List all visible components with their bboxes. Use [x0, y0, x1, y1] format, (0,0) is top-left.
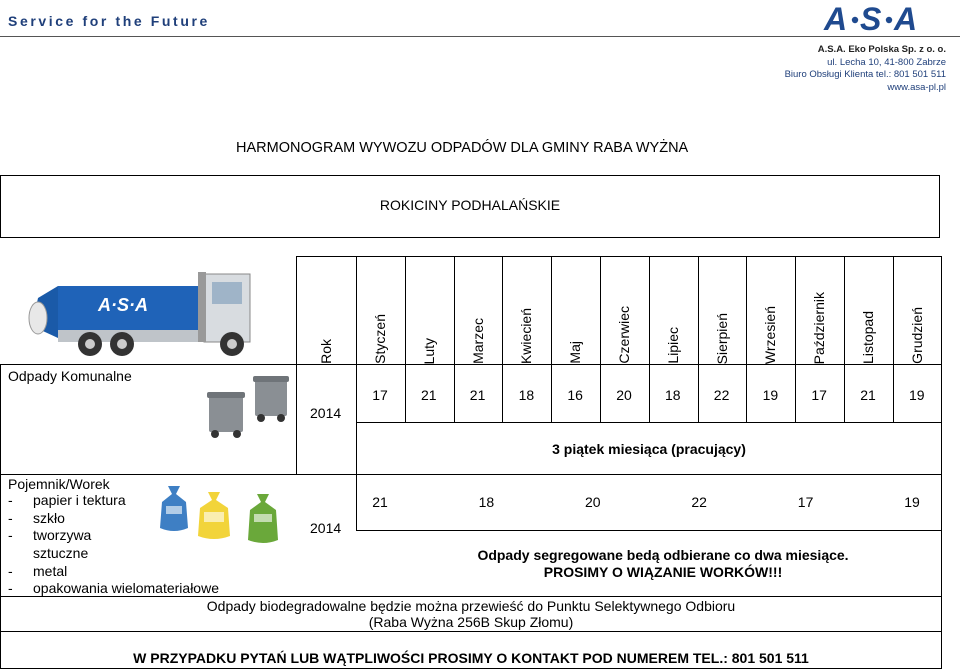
- municipal-date-cell: 19: [909, 387, 925, 403]
- company-website[interactable]: www.asa-pl.pl: [887, 81, 946, 93]
- locality-name: ROKICINY PODHALAŃSKIE: [379, 197, 561, 213]
- municipal-label: Odpady Komunalne: [8, 368, 132, 384]
- municipal-date-cell: 20: [616, 387, 632, 403]
- municipal-date-cell: 18: [665, 387, 681, 403]
- company-address: ul. Lecha 10, 41-800 Zabrze: [827, 56, 946, 68]
- month-header: Kwiecień: [518, 307, 535, 364]
- company-name: A.S.A. Eko Polska Sp. z o. o.: [817, 44, 946, 55]
- grid-line: [356, 530, 942, 531]
- municipal-date-cell: 17: [372, 387, 388, 403]
- month-header: Październik: [811, 291, 828, 364]
- segregated-note-1: Odpady segregowane bedą odbierane co dwa miesiące.: [477, 547, 849, 563]
- municipal-date-cell: 21: [469, 387, 486, 403]
- municipal-date-cell: 22: [713, 387, 730, 403]
- grid-line: [0, 474, 942, 475]
- municipal-note: 3 piątek miesiąca (pracujący): [552, 441, 746, 457]
- segregated-item: - papier i tektura: [8, 492, 126, 508]
- segregated-item: - tworzywa: [8, 527, 92, 543]
- segregated-date-cell: 19: [904, 494, 920, 510]
- svg-text:S: S: [860, 2, 882, 36]
- garbage-truck-icon: [28, 268, 258, 360]
- segregated-note-2: PROSIMY O WIĄZANIE WORKÓW!!!: [543, 564, 783, 580]
- header-divider: [0, 36, 960, 37]
- month-header: Marzec: [469, 318, 486, 364]
- month-header: Czerwiec: [616, 306, 632, 364]
- green-bag-icon: [244, 492, 282, 546]
- segregated-date-cell: 18: [478, 494, 495, 510]
- bio-note-2: (Raba Wyżna 256B Skup Złomu): [368, 614, 574, 630]
- municipal-date-cell: 17: [811, 387, 827, 403]
- month-header: Luty: [420, 337, 437, 364]
- municipal-date-cell: 19: [762, 387, 779, 403]
- municipal-date-cell: 16: [567, 387, 583, 403]
- yellow-bag-icon: [194, 490, 234, 542]
- svg-text:A: A: [894, 2, 918, 36]
- segregated-year: 2014: [310, 520, 342, 536]
- segregated-item: - opakowania wielomateriałowe: [8, 580, 219, 596]
- asa-logo: [822, 2, 942, 36]
- blue-bag-icon: [156, 484, 192, 534]
- footer-contact: W PRZYPADKU PYTAŃ LUB WĄTPLIWOŚCI PROSIMY O KONTAKT POD NUMEREM TEL.: 801 501 511: [133, 650, 809, 666]
- svg-text:A: A: [824, 2, 848, 36]
- page-title: HARMONOGRAM WYWOZU ODPADÓW DLA GMINY RABA WYŻNA: [236, 140, 689, 156]
- grid-line: [296, 256, 297, 474]
- segregated-date-cell: 17: [797, 494, 814, 510]
- month-header: Styczeń: [372, 314, 388, 364]
- tagline: Service for the Future: [8, 13, 210, 29]
- segregated-heading: Pojemnik/Worek: [8, 476, 110, 492]
- month-header: Maj: [567, 341, 584, 364]
- grid-line: [0, 596, 942, 597]
- municipal-year: 2014: [310, 405, 342, 421]
- month-header: Wrzesień: [762, 305, 779, 364]
- segregated-item: - szkło: [8, 510, 65, 526]
- grid-line: [0, 631, 942, 632]
- company-info: [785, 44, 946, 94]
- month-header: Sierpień: [713, 312, 730, 364]
- municipal-date-cell: 18: [518, 387, 535, 403]
- bio-note-1: Odpady biodegradowalne będzie można przewieść do Punktu Selektywnego Odbioru: [206, 598, 736, 614]
- municipal-date-cell: 21: [421, 387, 437, 403]
- segregated-item: sztuczne: [33, 545, 89, 561]
- year-header: Rok: [318, 339, 334, 364]
- municipal-date-cell: 21: [860, 387, 876, 403]
- month-header: Listopad: [860, 311, 876, 364]
- segregated-date-cell: 21: [372, 494, 388, 510]
- grid-line: [0, 364, 942, 365]
- month-header: Lipiec: [664, 327, 681, 364]
- grey-bin-icon: [205, 374, 295, 440]
- segregated-date-cell: 22: [691, 494, 707, 510]
- month-header: Grudzień: [908, 307, 925, 364]
- segregated-item: - metal: [8, 563, 68, 579]
- grid-line: [356, 422, 942, 423]
- svg-text:A·S·A: A·S·A: [98, 295, 148, 315]
- company-phone: Biuro Obsługi Klienta tel.: 801 501 511: [784, 69, 946, 80]
- segregated-date-cell: 20: [585, 494, 601, 510]
